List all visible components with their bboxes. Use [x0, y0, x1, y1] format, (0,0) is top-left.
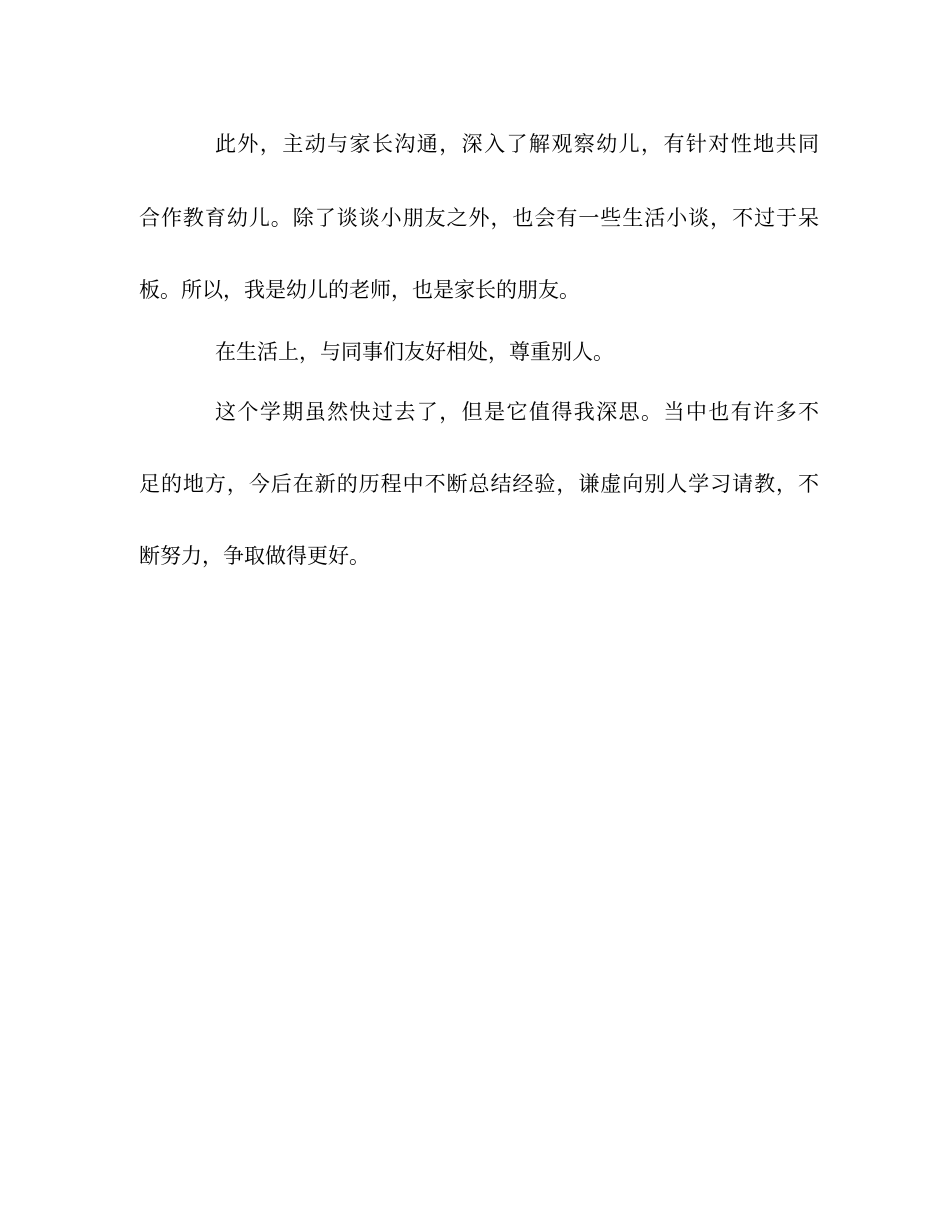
- paragraph-1-line-1: 此外，主动与家长沟通，深入了解观察幼儿，有针对性地共同: [215, 132, 819, 156]
- paragraph-1-line-3: 板。所以，我是幼儿的老师，也是家长的朋友。: [139, 278, 580, 302]
- paragraph-1-line-2: 合作教育幼儿。除了谈谈小朋友之外，也会有一些生活小谈，不过于呆: [139, 206, 819, 230]
- paragraph-2-line-1: 在生活上，与同事们友好相处，尊重别人。: [215, 340, 614, 364]
- paragraph-3-line-3: 断努力，争取做得更好。: [139, 544, 370, 568]
- paragraph-3-line-2: 足的地方，今后在新的历程中不断总结经验，谦虚向别人学习请教，不: [139, 472, 819, 496]
- paragraph-3-line-1: 这个学期虽然快过去了，但是它值得我深思。当中也有许多不: [215, 400, 819, 424]
